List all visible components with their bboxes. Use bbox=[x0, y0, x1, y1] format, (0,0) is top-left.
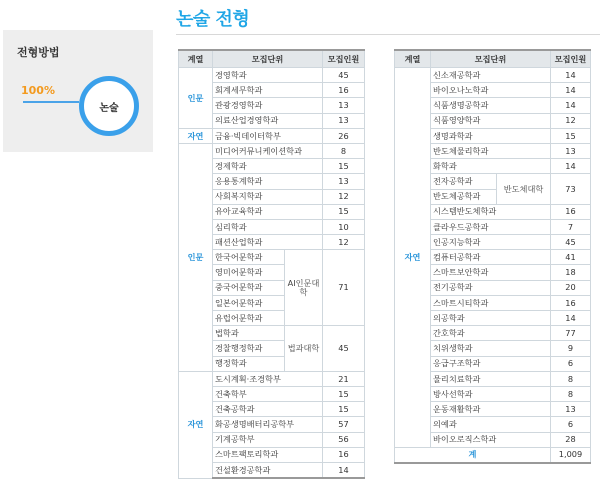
major-cell: 반도체공학과 bbox=[431, 189, 497, 204]
major-cell: 중국어문학과 bbox=[213, 280, 285, 295]
major-cell: 간호학과 bbox=[431, 326, 551, 341]
major-cell: 의공학과 bbox=[431, 311, 551, 326]
count-cell: 56 bbox=[323, 432, 365, 447]
major-cell: 기계공학부 bbox=[213, 432, 323, 447]
sidebar bbox=[0, 0, 158, 481]
title-divider bbox=[176, 34, 600, 35]
count-cell: 73 bbox=[551, 174, 591, 204]
major-cell: 사회복지학과 bbox=[213, 189, 323, 204]
count-cell: 45 bbox=[323, 326, 365, 372]
count-cell: 77 bbox=[551, 326, 591, 341]
major-cell: 건축학부 bbox=[213, 386, 323, 401]
major-cell: 생명과학과 bbox=[431, 128, 551, 143]
major-cell: 응용통계학과 bbox=[213, 174, 323, 189]
major-cell: 스마트보안학과 bbox=[431, 265, 551, 280]
major-cell: 클라우드공학과 bbox=[431, 219, 551, 234]
count-cell: 41 bbox=[551, 250, 591, 265]
type-circle bbox=[79, 76, 139, 136]
left-quota-table bbox=[178, 49, 365, 479]
major-cell: 치위생학과 bbox=[431, 341, 551, 356]
type-label: 논술 bbox=[99, 102, 119, 114]
count-cell: 45 bbox=[323, 68, 365, 83]
major-cell: 운동재활학과 bbox=[431, 402, 551, 417]
count-cell: 20 bbox=[551, 280, 591, 295]
major-cell: 미디어커뮤니케이션학과 bbox=[213, 143, 323, 158]
count-cell: 13 bbox=[323, 174, 365, 189]
header-major: 모집단위 bbox=[431, 50, 551, 68]
major-cell: 경영학과 bbox=[213, 68, 323, 83]
major-cell: 식품영양학과 bbox=[431, 113, 551, 128]
method-label: 전형방법 bbox=[17, 46, 60, 59]
table-row bbox=[179, 143, 365, 158]
major-cell: 의료산업경영학과 bbox=[213, 113, 323, 128]
major-cell: 심리학과 bbox=[213, 219, 323, 234]
major-cell: 건설환경공학과 bbox=[213, 462, 323, 478]
count-cell: 16 bbox=[323, 447, 365, 462]
count-cell: 13 bbox=[551, 143, 591, 158]
major-cell: 응급구조학과 bbox=[431, 356, 551, 371]
major-cell: 반도체물리학과 bbox=[431, 143, 551, 158]
count-cell: 57 bbox=[323, 417, 365, 432]
count-cell: 21 bbox=[323, 371, 365, 386]
table-header-row bbox=[395, 50, 591, 68]
count-cell: 14 bbox=[323, 462, 365, 478]
count-cell: 16 bbox=[551, 204, 591, 219]
major-cell: 전자공학과 bbox=[431, 174, 497, 189]
major-cell: 경찰행정학과 bbox=[213, 341, 285, 356]
count-cell: 15 bbox=[323, 402, 365, 417]
header-count: 모집인원 bbox=[551, 50, 591, 68]
count-cell: 12 bbox=[323, 235, 365, 250]
major-cell: 법학과 bbox=[213, 326, 285, 341]
count-cell: 45 bbox=[551, 235, 591, 250]
count-cell: 6 bbox=[551, 356, 591, 371]
table-row bbox=[179, 68, 365, 83]
count-cell: 8 bbox=[551, 371, 591, 386]
major-cell: 유럽어문학과 bbox=[213, 311, 285, 326]
count-cell: 28 bbox=[551, 432, 591, 447]
count-cell: 71 bbox=[323, 250, 365, 326]
major-cell: 유아교육학과 bbox=[213, 204, 323, 219]
major-cell: 식품생명공학과 bbox=[431, 98, 551, 113]
count-cell: 9 bbox=[551, 341, 591, 356]
major-cell: 의예과 bbox=[431, 417, 551, 432]
count-cell: 12 bbox=[323, 189, 365, 204]
count-cell: 15 bbox=[323, 159, 365, 174]
category-cell: 자연 bbox=[395, 68, 431, 448]
percent-label: 100% bbox=[21, 84, 55, 97]
major-cell: 금융·빅데이터학부 bbox=[213, 128, 323, 143]
header-category: 계열 bbox=[395, 50, 431, 68]
major-cell: 행정학과 bbox=[213, 356, 285, 371]
page-title: 논술 전형 bbox=[176, 9, 250, 30]
count-cell: 14 bbox=[551, 68, 591, 83]
major-cell: 화학과 bbox=[431, 159, 551, 174]
table-row bbox=[179, 128, 365, 143]
header-category: 계열 bbox=[179, 50, 213, 68]
major-cell: 전기공학과 bbox=[431, 280, 551, 295]
count-cell: 18 bbox=[551, 265, 591, 280]
count-cell: 16 bbox=[323, 83, 365, 98]
major-cell: 바이오나노학과 bbox=[431, 83, 551, 98]
major-cell: 시스템반도체학과 bbox=[431, 204, 551, 219]
total-row bbox=[395, 447, 591, 463]
count-cell: 7 bbox=[551, 219, 591, 234]
count-cell: 14 bbox=[551, 83, 591, 98]
count-cell: 10 bbox=[323, 219, 365, 234]
count-cell: 14 bbox=[551, 98, 591, 113]
category-cell: 인문 bbox=[179, 68, 213, 129]
major-cell: 관광경영학과 bbox=[213, 98, 323, 113]
right-quota-table bbox=[394, 49, 591, 464]
method-panel bbox=[3, 30, 153, 152]
group-cell: AI인문대학 bbox=[285, 250, 323, 326]
table-row bbox=[179, 371, 365, 386]
count-cell: 15 bbox=[323, 204, 365, 219]
major-cell: 회계세무학과 bbox=[213, 83, 323, 98]
category-cell: 자연 bbox=[179, 371, 213, 478]
count-cell: 15 bbox=[323, 386, 365, 401]
count-cell: 15 bbox=[551, 128, 591, 143]
major-cell: 바이오로직스학과 bbox=[431, 432, 551, 447]
count-cell: 8 bbox=[323, 143, 365, 158]
major-cell: 방사선학과 bbox=[431, 386, 551, 401]
count-cell: 14 bbox=[551, 311, 591, 326]
header-major: 모집단위 bbox=[213, 50, 323, 68]
group-cell: 법과대학 bbox=[285, 326, 323, 372]
major-cell: 한국어문학과 bbox=[213, 250, 285, 265]
major-cell: 도시계획·조경학부 bbox=[213, 371, 323, 386]
group-cell: 반도체대학 bbox=[497, 174, 551, 204]
table-header-row bbox=[179, 50, 365, 68]
table-row bbox=[395, 68, 591, 83]
major-cell: 패션산업학과 bbox=[213, 235, 323, 250]
major-cell: 경제학과 bbox=[213, 159, 323, 174]
total-label: 계 bbox=[395, 447, 551, 463]
count-cell: 8 bbox=[551, 386, 591, 401]
major-cell: 화공생명배터리공학부 bbox=[213, 417, 323, 432]
count-cell: 6 bbox=[551, 417, 591, 432]
major-cell: 인공지능학과 bbox=[431, 235, 551, 250]
count-cell: 26 bbox=[323, 128, 365, 143]
major-cell: 일본어문학과 bbox=[213, 295, 285, 310]
major-cell: 물리치료학과 bbox=[431, 371, 551, 386]
count-cell: 13 bbox=[323, 98, 365, 113]
count-cell: 13 bbox=[551, 402, 591, 417]
count-cell: 14 bbox=[551, 159, 591, 174]
major-cell: 스마트시티학과 bbox=[431, 295, 551, 310]
count-cell: 13 bbox=[323, 113, 365, 128]
category-cell: 인문 bbox=[179, 143, 213, 371]
major-cell: 스마트팩토리학과 bbox=[213, 447, 323, 462]
major-cell: 영미어문학과 bbox=[213, 265, 285, 280]
major-cell: 건축공학과 bbox=[213, 402, 323, 417]
major-cell: 컴퓨터공학과 bbox=[431, 250, 551, 265]
major-cell: 신소재공학과 bbox=[431, 68, 551, 83]
percent-line bbox=[23, 101, 79, 103]
header-count: 모집인원 bbox=[323, 50, 365, 68]
count-cell: 12 bbox=[551, 113, 591, 128]
category-cell: 자연 bbox=[179, 128, 213, 143]
count-cell: 16 bbox=[551, 295, 591, 310]
total-count: 1,009 bbox=[551, 447, 591, 463]
